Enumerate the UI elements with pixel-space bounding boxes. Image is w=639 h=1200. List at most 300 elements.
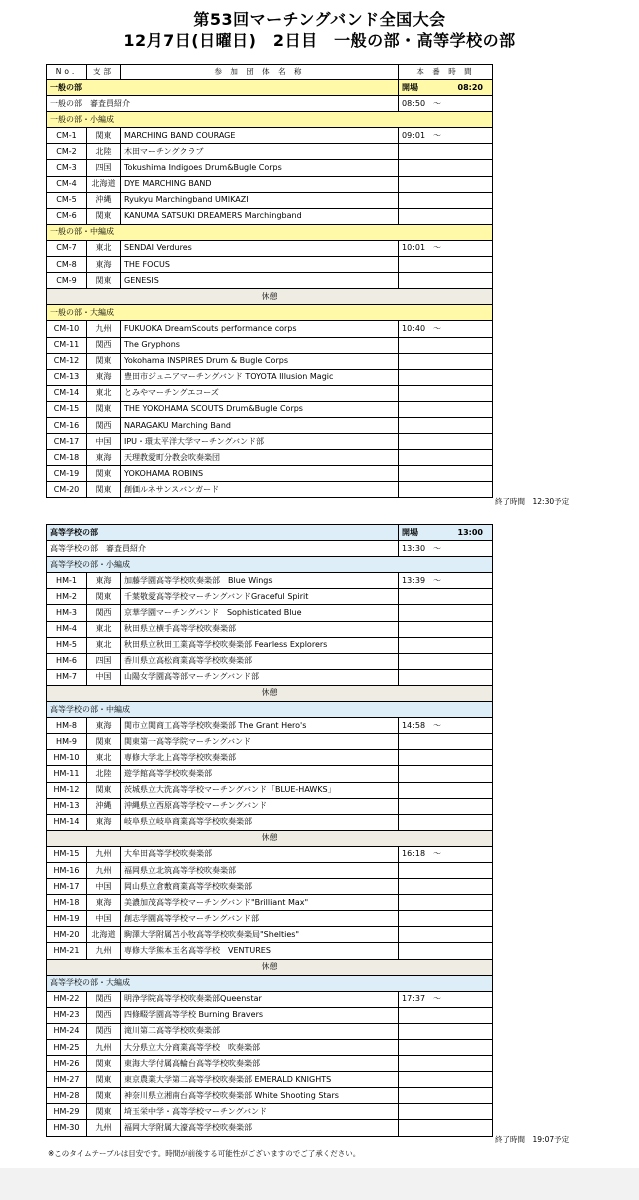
entry-time: 10:40 〜 [399,321,493,337]
entry-time [399,482,493,498]
rest-row [47,289,493,305]
entry-name: 天理教愛町分教会吹奏楽団 [121,450,399,466]
entry-no: HM-13 [47,798,87,814]
entry-no: HM-5 [47,637,87,653]
entry-no: HM-30 [47,1120,87,1136]
open-time-cell [399,525,493,541]
entry-branch: 関東 [87,782,121,798]
entry-branch: 関西 [87,417,121,433]
table-row [47,401,493,417]
entry-no: HM-26 [47,1056,87,1072]
entry-branch: 北陸 [87,144,121,160]
table-row [47,450,493,466]
entry-time [399,943,493,959]
entry-name: 茨城県立大洗高等学校マーチングバンド「BLUE-HAWKS」 [121,782,399,798]
high-school-end-note: 終了時間 19:07予定 [495,1135,570,1144]
table-row [47,766,493,782]
footnote: ※このタイムテーブルは目安です。時間が前後する可能性がございますのでご了承ください。 [48,1149,361,1158]
table-row [47,1056,493,1072]
table-row [47,669,493,685]
entry-no: CM-9 [47,273,87,289]
entry-name: MARCHING BAND COURAGE [121,128,399,144]
table-row [47,991,493,1007]
table-row [47,353,493,369]
entry-no: HM-27 [47,1072,87,1088]
entry-name: FUKUOKA DreamScouts performance corps [121,321,399,337]
entry-no: CM-11 [47,337,87,353]
entry-name: 山陽女学園高等部マーチングバンド部 [121,669,399,685]
entry-branch: 関東 [87,482,121,498]
entry-time [399,401,493,417]
entry-branch: 関東 [87,1056,121,1072]
entry-name: 美濃加茂高等学校マーチングバンド"Brilliant Max" [121,895,399,911]
entry-name: IPU・環太平洋大学マーチングバンド部 [121,434,399,450]
entry-name: 福岡大学附属大濠高等学校吹奏楽部 [121,1120,399,1136]
entry-name: 秋田県立横手高等学校吹奏楽部 [121,621,399,637]
section-label: 一般の部・中編成 [47,224,493,240]
entry-time [399,862,493,878]
section-label: 高等学校の部・中編成 [47,702,493,718]
entry-no: HM-28 [47,1088,87,1104]
entry-name: Yokohama INSPIRES Drum & Bugle Corps [121,353,399,369]
entry-time [399,417,493,433]
entry-branch: 九州 [87,1040,121,1056]
entry-no: CM-7 [47,240,87,256]
entry-name: 香川県立高松商業高等学校吹奏楽部 [121,653,399,669]
open-time: 13:00 [457,527,483,537]
table-row [47,208,493,224]
rest-label: 休憩 [47,959,493,975]
table-row [47,846,493,862]
entry-no: HM-20 [47,927,87,943]
table-row [47,621,493,637]
entry-name: 関市立関商工高等学校吹奏楽部 The Grant Hero's [121,718,399,734]
entry-no: HM-6 [47,653,87,669]
table-row [47,160,493,176]
entry-branch: 北陸 [87,766,121,782]
entry-name: 東海大学付属高輪台高等学校吹奏楽部 [121,1056,399,1072]
entry-time [399,257,493,273]
entry-branch: 北海道 [87,176,121,192]
entry-branch: 関東 [87,734,121,750]
entry-branch: 関東 [87,273,121,289]
entry-no: HM-11 [47,766,87,782]
general-schedule-body [47,65,493,498]
table-row [47,734,493,750]
table-row [47,1023,493,1039]
entry-time [399,605,493,621]
entry-branch: 中国 [87,669,121,685]
entry-name: 創志学園高等学校マーチングバンド部 [121,911,399,927]
entry-time [399,1056,493,1072]
table-row [47,385,493,401]
judges-intro-time: 08:50 〜 [399,96,493,112]
judges-intro-row [47,541,493,557]
entry-branch: 東海 [87,573,121,589]
judges-intro-time: 13:30 〜 [399,541,493,557]
entry-branch: 北海道 [87,927,121,943]
section-header-row [47,305,493,321]
entry-name: 大牟田高等学校吹奏楽部 [121,846,399,862]
section-header-row [47,557,493,573]
header-no: No. [47,65,87,80]
table-row [47,1007,493,1023]
entry-name: 東京農業大学第二高等学校吹奏楽部 EMERALD KNIGHTS [121,1072,399,1088]
entry-no: HM-3 [47,605,87,621]
entry-branch: 東海 [87,718,121,734]
entry-name: 専修大学熊本玉名高等学校 VENTURES [121,943,399,959]
table-row [47,589,493,605]
entry-no: HM-1 [47,573,87,589]
entry-branch: 東北 [87,637,121,653]
rest-label: 休憩 [47,289,493,305]
entry-time [399,434,493,450]
entry-branch: 関東 [87,1104,121,1120]
entry-time [399,621,493,637]
entry-time [399,814,493,830]
entry-branch: 東海 [87,257,121,273]
entry-no: CM-3 [47,160,87,176]
entry-time [399,798,493,814]
entry-branch: 関東 [87,401,121,417]
table-row [47,176,493,192]
entry-name: 創価ルネサンスバンガード [121,482,399,498]
entry-no: HM-15 [47,846,87,862]
header-row [47,65,493,80]
entry-time [399,766,493,782]
table-row [47,895,493,911]
table-row [47,879,493,895]
section-header-row [47,702,493,718]
entry-no: CM-6 [47,208,87,224]
section-header-row [47,112,493,128]
table-row [47,417,493,433]
header-branch: 支部 [87,65,121,80]
entry-branch: 関東 [87,1072,121,1088]
general-schedule-table [46,64,493,498]
table-row [47,911,493,927]
table-row [47,240,493,256]
entry-time [399,337,493,353]
high-school-schedule-table [46,524,493,1137]
entry-time [399,927,493,943]
entry-branch: 九州 [87,321,121,337]
entry-no: CM-1 [47,128,87,144]
table-row [47,814,493,830]
entry-name: 専修大学北上高等学校吹奏楽部 [121,750,399,766]
table-row [47,862,493,878]
entry-time [399,144,493,160]
general-end-note: 終了時間 12:30予定 [495,497,570,506]
entry-no: HM-14 [47,814,87,830]
entry-name: 岡山県立倉敷商業高等学校吹奏楽部 [121,879,399,895]
entry-time [399,879,493,895]
entry-branch: 四国 [87,160,121,176]
table-row [47,144,493,160]
entry-no: CM-16 [47,417,87,433]
entry-time [399,653,493,669]
entry-name: GENESIS [121,273,399,289]
entry-no: CM-4 [47,176,87,192]
table-row [47,1120,493,1136]
table-row [47,653,493,669]
entry-no: HM-24 [47,1023,87,1039]
entry-time: 14:58 〜 [399,718,493,734]
entry-name: Tokushima Indigoes Drum&Bugle Corps [121,160,399,176]
entry-name: 駒澤大学附属苫小牧高等学校吹奏楽局"Shelties" [121,927,399,943]
entry-name: 沖縄県立西原高等学校マーチングバンド [121,798,399,814]
entry-name: DYE MARCHING BAND [121,176,399,192]
entry-time [399,589,493,605]
entry-no: HM-25 [47,1040,87,1056]
entry-no: CM-13 [47,369,87,385]
entry-time [399,1120,493,1136]
entry-time [399,734,493,750]
entry-name: 埼玉栄中学・高等学校マーチングバンド [121,1104,399,1120]
table-row [47,943,493,959]
entry-no: CM-18 [47,450,87,466]
entry-time: 10:01 〜 [399,240,493,256]
entry-time: 16:18 〜 [399,846,493,862]
entry-time [399,353,493,369]
entry-no: HM-17 [47,879,87,895]
entry-name: 豊田市ジュニアマーチングバンド TOYOTA Illusion Magic [121,369,399,385]
entry-no: HM-19 [47,911,87,927]
entry-branch: 中国 [87,434,121,450]
entry-name: 滝川第二高等学校吹奏楽部 [121,1023,399,1039]
entry-branch: 東海 [87,814,121,830]
entry-branch: 東北 [87,621,121,637]
entry-time [399,176,493,192]
entry-time [399,385,493,401]
table-row [47,927,493,943]
entry-time [399,450,493,466]
entry-branch: 九州 [87,862,121,878]
entry-branch: 中国 [87,911,121,927]
entry-time: 17:37 〜 [399,991,493,1007]
entry-no: CM-12 [47,353,87,369]
entry-time [399,273,493,289]
entry-branch: 東海 [87,369,121,385]
table-row [47,637,493,653]
entry-branch: 東北 [87,385,121,401]
entry-name: 千葉敬愛高等学校マーチングバンドGraceful Spirit [121,589,399,605]
entry-branch: 関西 [87,605,121,621]
header-name: 参 加 団 体 名 称 [121,65,399,80]
entry-branch: 九州 [87,943,121,959]
entry-no: HM-16 [47,862,87,878]
entry-name: SENDAI Verdures [121,240,399,256]
entry-branch: 東海 [87,450,121,466]
entry-branch: 関西 [87,337,121,353]
entry-no: CM-15 [47,401,87,417]
section-label: 高等学校の部・大編成 [47,975,493,991]
entry-no: CM-14 [47,385,87,401]
title-line-1: 第53回マーチングバンド全国大会 [193,10,446,29]
entry-time: 13:39 〜 [399,573,493,589]
division-label: 一般の部 [47,80,399,96]
section-label: 高等学校の部・小編成 [47,557,493,573]
entry-time [399,1104,493,1120]
entry-name: The Gryphons [121,337,399,353]
entry-time [399,1088,493,1104]
entry-branch: 東海 [87,895,121,911]
entry-branch: 関東 [87,353,121,369]
entry-name: THE YOKOHAMA SCOUTS Drum&Bugle Corps [121,401,399,417]
open-label: 開場 [402,527,418,537]
entry-name: YOKOHAMA ROBINS [121,466,399,482]
open-time-cell [399,80,493,96]
table-row [47,1072,493,1088]
entry-branch: 関東 [87,128,121,144]
entry-time [399,1040,493,1056]
table-row [47,1104,493,1120]
entry-no: CM-5 [47,192,87,208]
table-row [47,718,493,734]
high-school-schedule-body [47,525,493,1137]
table-row [47,434,493,450]
table-row [47,782,493,798]
entry-time [399,669,493,685]
entry-no: HM-7 [47,669,87,685]
table-row [47,798,493,814]
table-row [47,605,493,621]
header-time: 本 番 時 間 [399,65,493,80]
entry-time: 09:01 〜 [399,128,493,144]
entry-name: THE FOCUS [121,257,399,273]
entry-branch: 関東 [87,466,121,482]
table-row [47,337,493,353]
entry-no: HM-4 [47,621,87,637]
entry-time [399,637,493,653]
entry-no: CM-20 [47,482,87,498]
entry-name: Ryukyu Marchingband UMIKAZI [121,192,399,208]
rest-row [47,830,493,846]
entry-time [399,466,493,482]
entry-branch: 中国 [87,879,121,895]
open-label: 開場 [402,82,418,92]
entry-branch: 九州 [87,1120,121,1136]
judges-intro-label: 高等学校の部 審査員紹介 [47,541,399,557]
entry-branch: 四国 [87,653,121,669]
entry-name: 秋田県立秋田工業高等学校吹奏楽部 Fearless Explorers [121,637,399,653]
entry-branch: 関西 [87,991,121,1007]
entry-no: HM-8 [47,718,87,734]
entry-name: 加藤学園高等学校吹奏楽部 Blue Wings [121,573,399,589]
entry-no: HM-12 [47,782,87,798]
entry-no: CM-17 [47,434,87,450]
entry-no: HM-23 [47,1007,87,1023]
entry-branch: 東北 [87,240,121,256]
table-row [47,573,493,589]
entry-no: HM-22 [47,991,87,1007]
entry-time [399,911,493,927]
entry-no: CM-19 [47,466,87,482]
entry-branch: 関東 [87,208,121,224]
table-row [47,273,493,289]
entry-time [399,160,493,176]
bottom-strip [0,1168,639,1200]
table-row [47,257,493,273]
division-open-row [47,525,493,541]
entry-no: HM-10 [47,750,87,766]
judges-intro-row [47,96,493,112]
entry-name: 神奈川県立湘南台高等学校吹奏楽部 White Shooting Stars [121,1088,399,1104]
entry-branch: 関東 [87,1088,121,1104]
entry-name: 四條畷学園高等学校 Burning Bravers [121,1007,399,1023]
title-line-2: 12月7日(日曜日) 2日目 一般の部・高等学校の部 [123,31,516,50]
entry-no: HM-29 [47,1104,87,1120]
table-row [47,1040,493,1056]
entry-name: 大分県立大分商業高等学校 吹奏楽部 [121,1040,399,1056]
entry-name: KANUMA SATSUKI DREAMERS Marchingband [121,208,399,224]
entry-no: CM-10 [47,321,87,337]
rest-row [47,959,493,975]
entry-branch: 関東 [87,589,121,605]
entry-no: HM-21 [47,943,87,959]
judges-intro-label: 一般の部 審査員紹介 [47,96,399,112]
entry-no: HM-9 [47,734,87,750]
entry-no: HM-18 [47,895,87,911]
entry-no: HM-2 [47,589,87,605]
table-row [47,128,493,144]
entry-time [399,369,493,385]
entry-time [399,1007,493,1023]
entry-no: CM-8 [47,257,87,273]
division-label: 高等学校の部 [47,525,399,541]
table-row [47,750,493,766]
section-label: 一般の部・大編成 [47,305,493,321]
table-row [47,482,493,498]
entry-name: とみやマーチングエコーズ [121,385,399,401]
entry-time [399,192,493,208]
entry-name: 関東第一高等学院マーチングバンド [121,734,399,750]
entry-time [399,1023,493,1039]
section-header-row [47,224,493,240]
section-label: 一般の部・小編成 [47,112,493,128]
rest-row [47,685,493,701]
table-row [47,466,493,482]
entry-name: 明浄学院高等学校吹奏楽部Queenstar [121,991,399,1007]
table-row [47,321,493,337]
entry-branch: 関西 [87,1007,121,1023]
table-row [47,1088,493,1104]
entry-branch: 関西 [87,1023,121,1039]
entry-name: 遊学館高等学校吹奏楽部 [121,766,399,782]
open-time: 08:20 [457,82,483,92]
entry-name: NARAGAKU Marching Band [121,417,399,433]
entry-time [399,895,493,911]
entry-branch: 九州 [87,846,121,862]
entry-no: CM-2 [47,144,87,160]
entry-name: 木田マーチングクラブ [121,144,399,160]
rest-label: 休憩 [47,830,493,846]
entry-time [399,208,493,224]
table-row [47,192,493,208]
entry-branch: 沖縄 [87,798,121,814]
rest-label: 休憩 [47,685,493,701]
table-row [47,369,493,385]
section-header-row [47,975,493,991]
entry-branch: 沖縄 [87,192,121,208]
entry-branch: 東北 [87,750,121,766]
entry-name: 岐阜県立岐阜商業高等学校吹奏楽部 [121,814,399,830]
entry-time [399,1072,493,1088]
entry-time [399,782,493,798]
entry-name: 福岡県立北筑高等学校吹奏楽部 [121,862,399,878]
division-open-row [47,80,493,96]
entry-name: 京華学園マーチングバンド Sophisticated Blue [121,605,399,621]
